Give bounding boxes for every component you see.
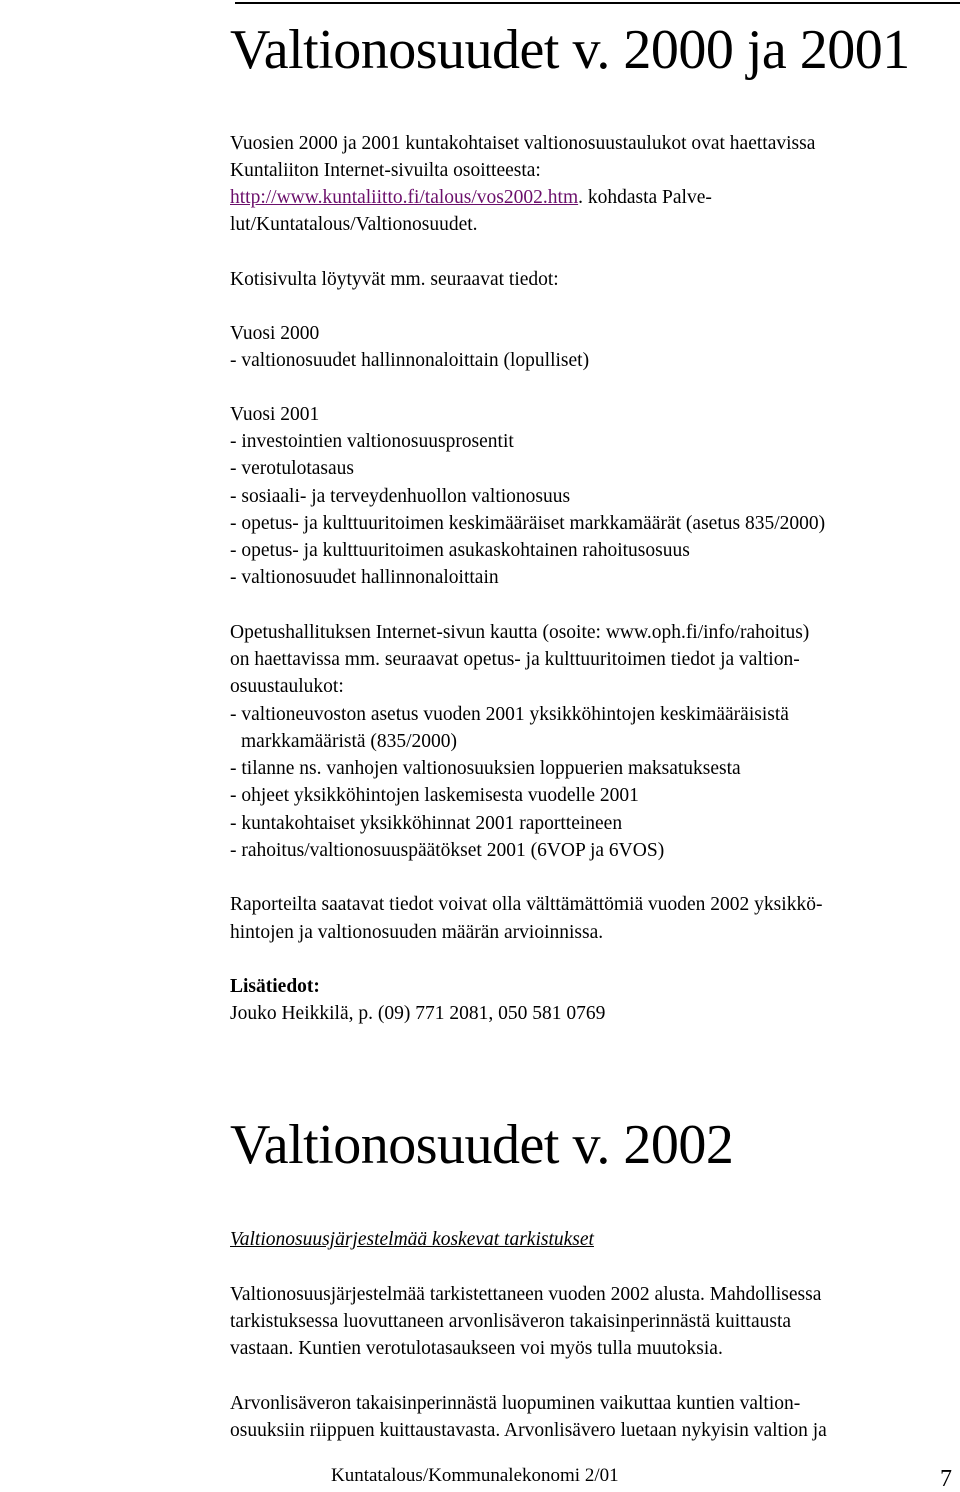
list-item: - investointien valtionosuusprosentit: [230, 431, 514, 452]
intro-line-1: Vuosien 2000 ja 2001 kuntakohtaiset valtionosuustaulukot ovat haettavissa: [230, 133, 816, 154]
contact-line: Jouko Heikkilä, p. (09) 771 2081, 050 581 0769: [230, 1003, 606, 1024]
oph-line: - ohjeet yksikköhintojen laskemisesta vuodelle 2001: [230, 785, 639, 806]
oph-line: - tilanne ns. vanhojen valtionosuuksien loppuerien maksatuksesta: [230, 758, 741, 779]
intro-line-3: [230, 188, 712, 208]
kuntaliitto-link[interactable]: http://www.kuntaliitto.fi/talous/vos2002.htm: [230, 187, 579, 208]
year-2000-label: Vuosi 2000: [230, 323, 320, 344]
oph-line: - rahoitus/valtionosuuspäätökset 2001 (6VOP ja 6VOS): [230, 840, 665, 861]
section-title-2000-2001: Valtionosuudet v. 2000 ja 2001: [230, 19, 910, 81]
link-trailing-text: . kohdasta Palve-: [578, 187, 712, 208]
year-2001-label: Vuosi 2001: [230, 404, 320, 425]
paragraph-line: Valtionosuusjärjestelmää tarkistettaneen vuoden 2002 alusta. Mahdollisessa: [230, 1284, 822, 1305]
oph-line: - kuntakohtaiset yksikköhinnat 2001 raportteineen: [230, 813, 623, 834]
intro-line-2: Kuntaliiton Internet-sivuilta osoitteesta:: [230, 160, 541, 181]
oph-line: markkamääristä (835/2000): [241, 731, 458, 752]
report-line: hintojen ja valtionosuuden määrän arvioinnissa.: [230, 922, 604, 943]
list-item: - opetus- ja kulttuuritoimen asukaskohtainen rahoitusosuus: [230, 540, 690, 561]
more-info-label: Lisätiedot:: [230, 976, 320, 997]
subheading: Valtionosuusjärjestelmää koskevat tarkistukset: [230, 1229, 594, 1250]
paragraph-line: vastaan. Kuntien verotulotasaukseen voi myös tulla muutoksia.: [230, 1338, 723, 1359]
section-title-2002: Valtionosuudet v. 2002: [230, 1114, 734, 1176]
oph-line: - valtioneuvoston asetus vuoden 2001 yksikköhintojen keskimääräisistä: [230, 704, 789, 725]
paragraph-line: tarkistuksessa luovuttaneen arvonlisäveron takaisinperinnästä kuittausta: [230, 1311, 792, 1332]
list-item: - valtionosuudet hallinnonaloittain (lopulliset): [230, 350, 590, 371]
list-item: - sosiaali- ja terveydenhuollon valtionosuus: [230, 486, 571, 507]
oph-line: on haettavissa mm. seuraavat opetus- ja kulttuuritoimen tiedot ja valtion-: [230, 649, 800, 670]
oph-line: osuustaulukot:: [230, 676, 344, 697]
intro-line-4: lut/Kuntatalous/Valtionosuudet.: [230, 214, 478, 235]
list-item: - valtionosuudet hallinnonaloittain: [230, 567, 499, 588]
paragraph-line: Arvonlisäveron takaisinperinnästä luopuminen vaikuttaa kuntien valtion-: [230, 1393, 801, 1414]
page-number: 7: [940, 1466, 952, 1492]
footer-publication: Kuntatalous/Kommunalekonomi 2/01: [331, 1465, 619, 1486]
report-line: Raporteilta saatavat tiedot voivat olla välttämättömiä vuoden 2002 yksikkö-: [230, 894, 823, 915]
oph-line: Opetushallituksen Internet-sivun kautta (osoite: www.oph.fi/info/rahoitus): [230, 622, 810, 643]
top-rule: [235, 2, 960, 4]
paragraph-line: osuuksiin riippuen kuittaustavasta. Arvonlisävero luetaan nykyisin valtion ja: [230, 1420, 827, 1441]
list-item: - verotulotasaus: [230, 458, 355, 479]
list-item: - opetus- ja kulttuuritoimen keskimääräiset markkamäärät (asetus 835/2000): [230, 513, 826, 534]
home-heading: Kotisivulta löytyvät mm. seuraavat tiedot:: [230, 269, 559, 290]
